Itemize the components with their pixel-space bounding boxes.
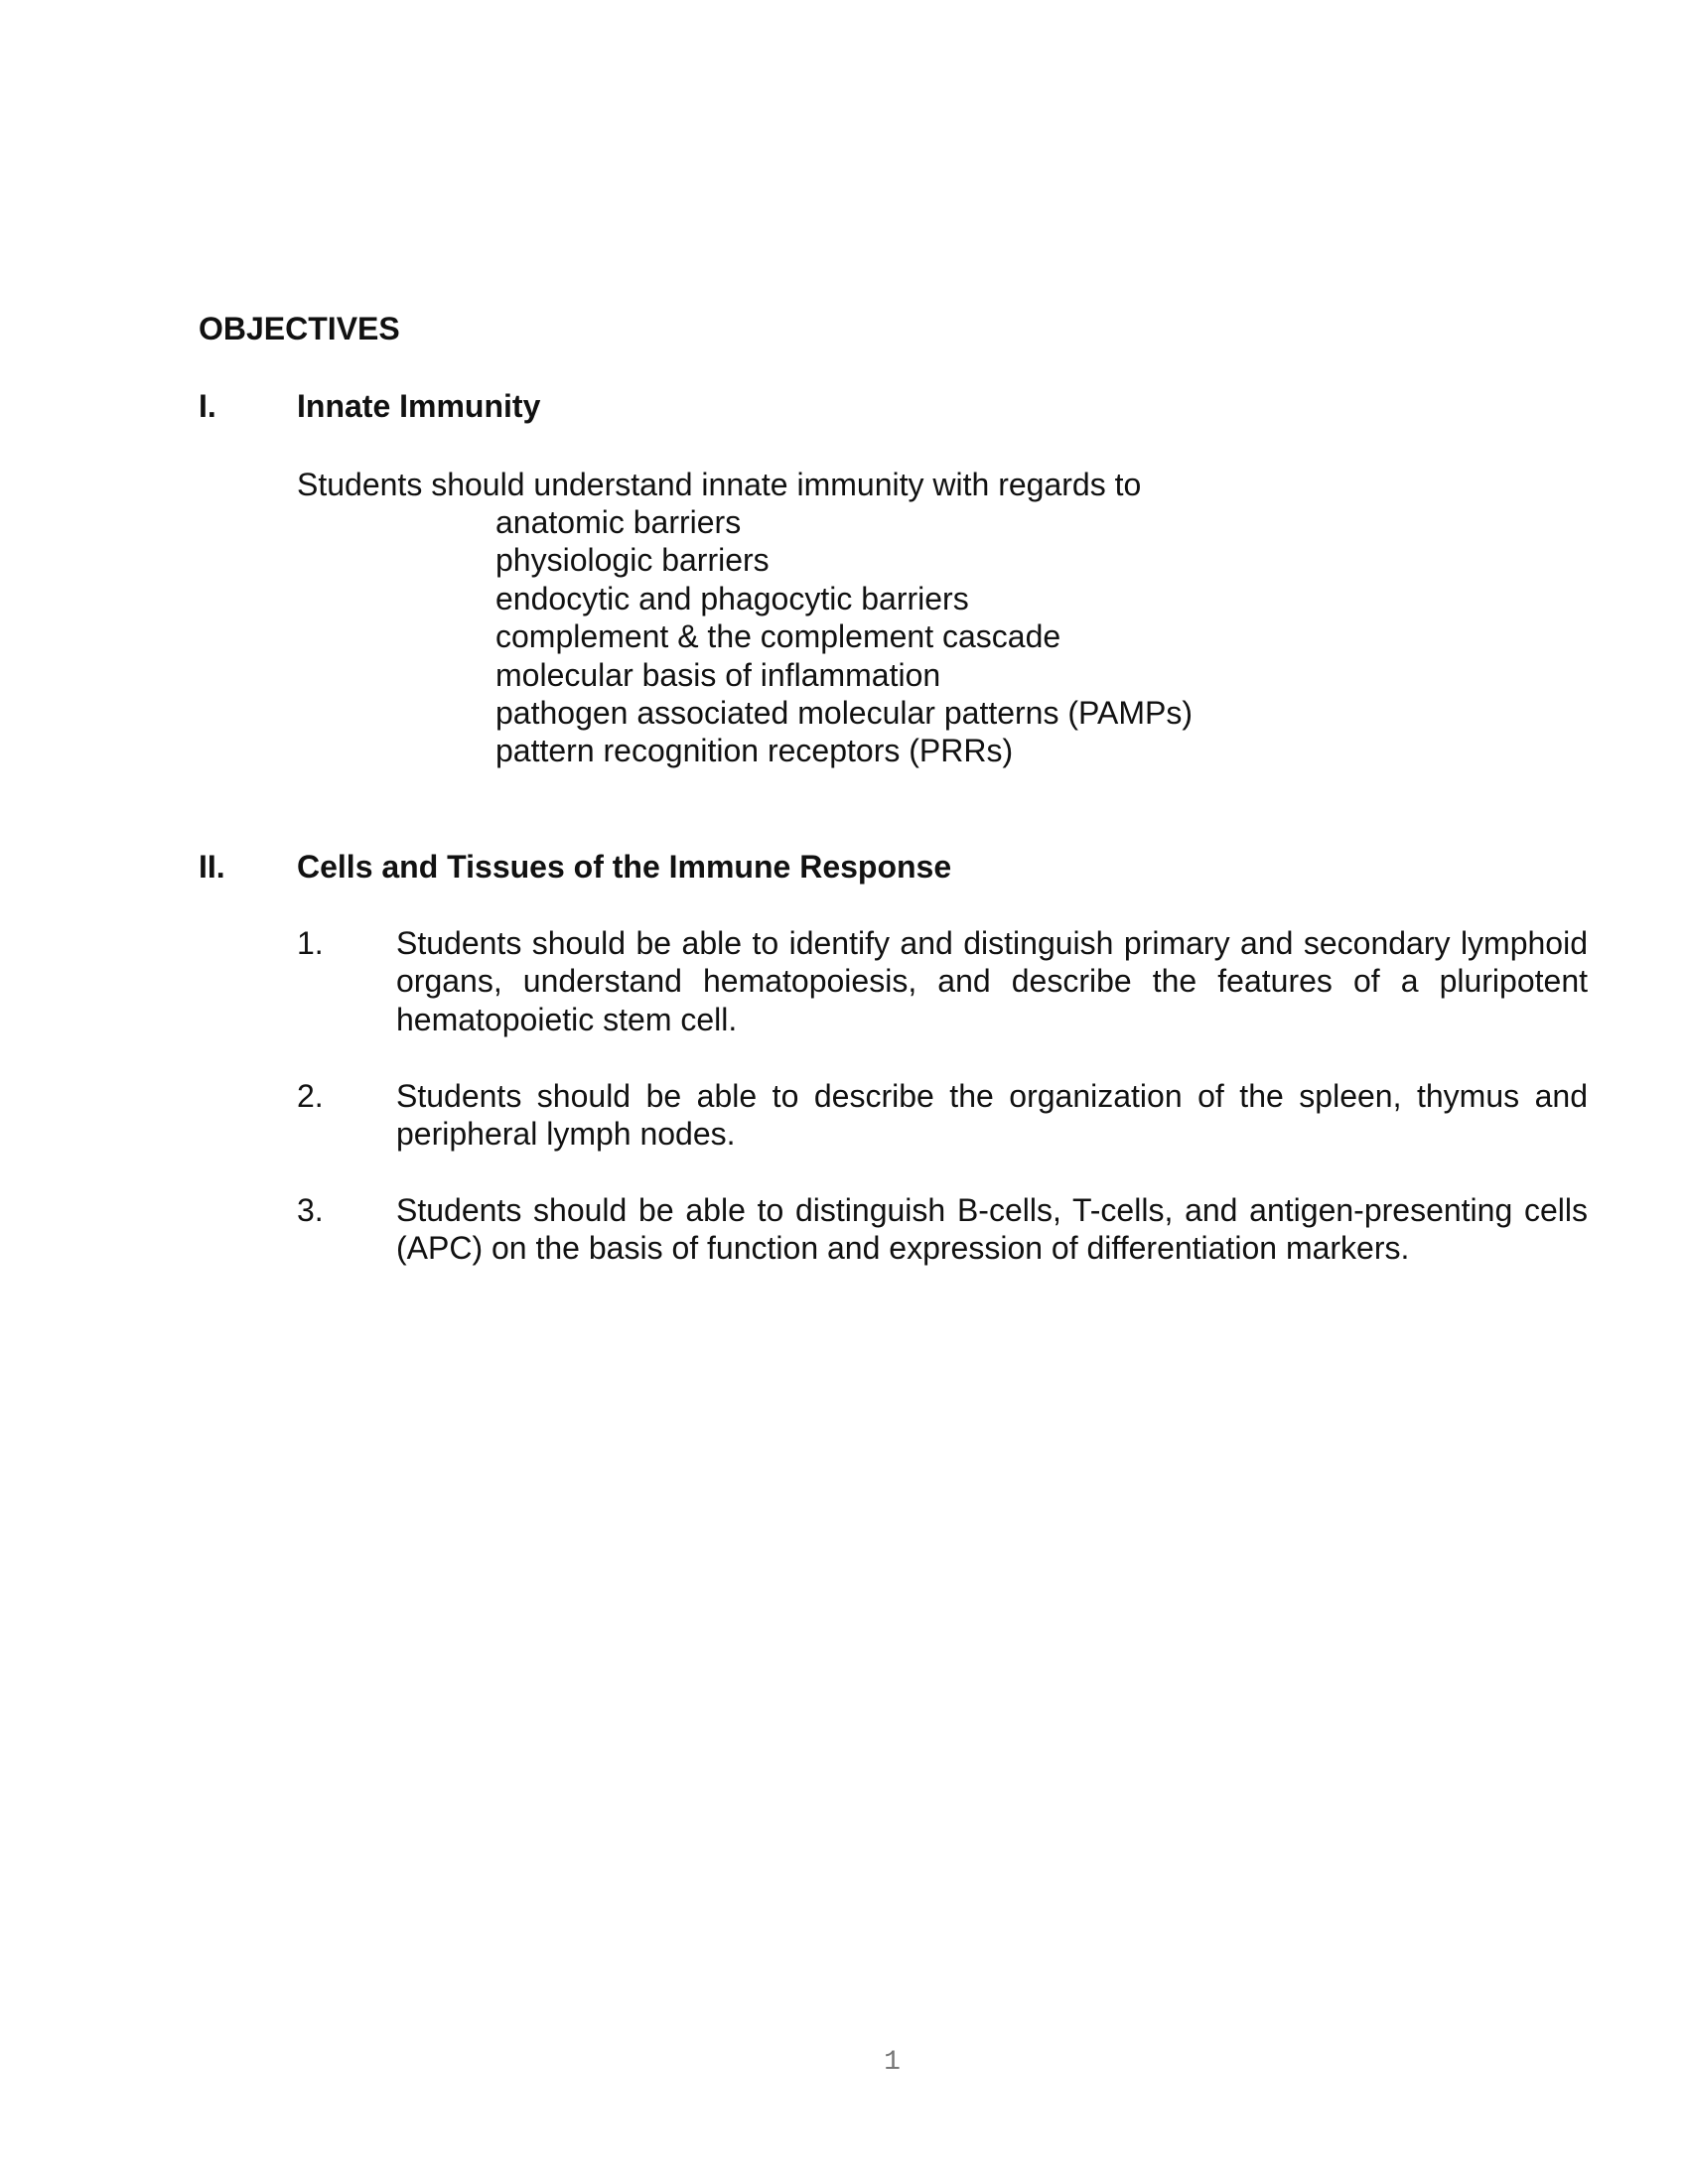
section-2-title: Cells and Tissues of the Immune Response [297, 849, 952, 885]
objective-item-text: Students should be able to describe the organization of the spleen, thymus and peripheral lymph nodes. [396, 1078, 1588, 1153]
topic-item: endocytic and phagocytic barriers [495, 580, 969, 616]
objective-item-text: Students should be able to distinguish B-cells, T-cells, and antigen-presenting cells (APC) on the basis of function and expression of differentiation markers. [396, 1192, 1588, 1267]
page-number: 1 [884, 2047, 901, 2078]
objectives-heading: OBJECTIVES [199, 311, 400, 346]
topic-item: physiologic barriers [495, 542, 770, 579]
objective-item-number: 3. [297, 1192, 324, 1228]
topic-item: complement & the complement cascade [495, 618, 1061, 655]
topic-item: pattern recognition receptors (PRRs) [495, 733, 1014, 769]
objective-item-number: 1. [297, 925, 324, 961]
topic-item: molecular basis of inflammation [495, 656, 941, 693]
section-2-numeral: II. [199, 849, 225, 885]
section-1-title: Innate Immunity [297, 388, 541, 424]
topic-item: anatomic barriers [495, 504, 742, 540]
objective-item-text: Students should be able to identify and distinguish primary and secondary lymphoid organs, understand hematopoiesis, and describe the features of a pluripotent hematopoietic stem cell. [396, 925, 1588, 1037]
section-1-numeral: I. [199, 388, 216, 424]
objective-item-number: 2. [297, 1078, 324, 1114]
topic-item: pathogen associated molecular patterns (PAMPs) [495, 695, 1193, 732]
section-1-intro: Students should understand innate immunity with regards to [297, 467, 1142, 502]
innate-immunity-topic-list [495, 503, 1193, 770]
